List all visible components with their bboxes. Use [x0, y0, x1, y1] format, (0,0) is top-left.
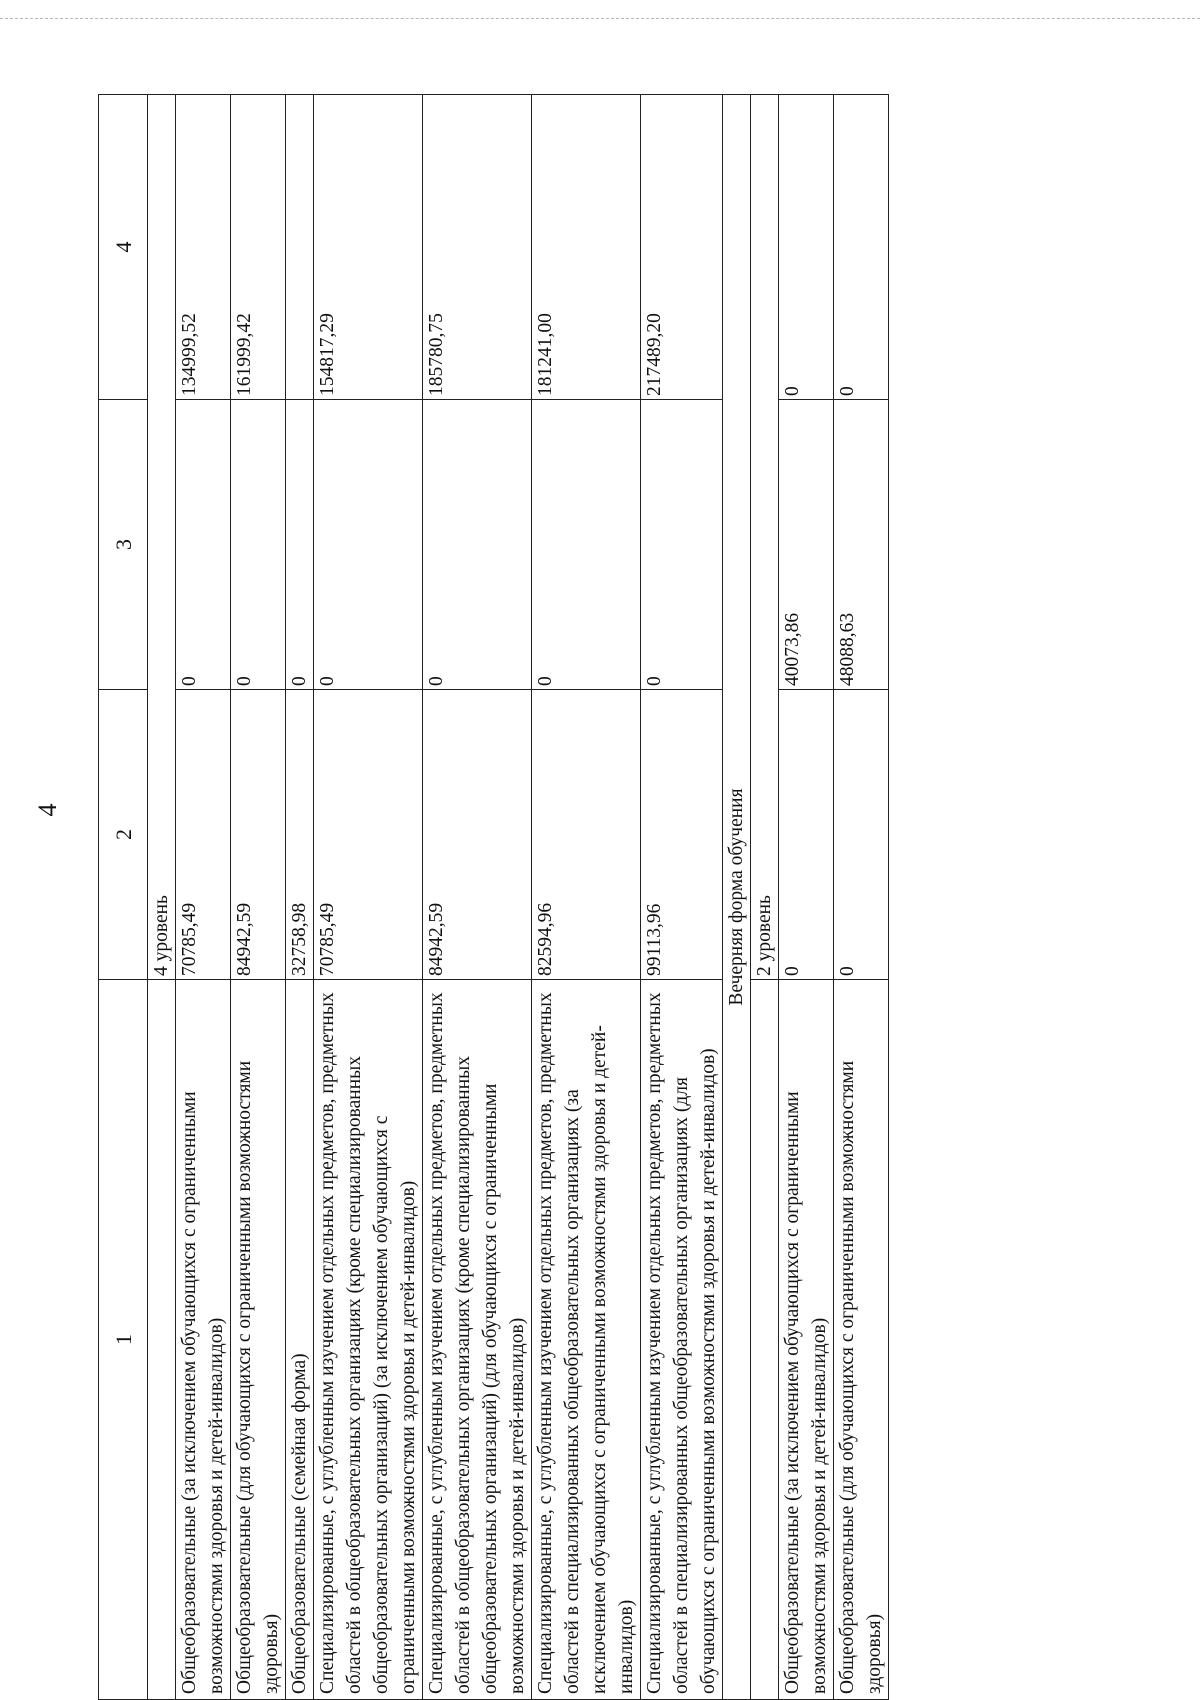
value-cell-col4: 185780,75 [423, 95, 532, 400]
level2-rows [779, 95, 889, 1700]
section-spacer [751, 980, 779, 1700]
row-name-cell: Специализированные, с углубленным изучением отдельных предметов, предметных областей в специализированных общеобразовательных организациях (за исключением обучающихся с ограниченными возможностями здоровья и детей-инвалидов) [532, 980, 641, 1700]
value-cell-col2: 0 [834, 690, 889, 980]
column-header: 4 [99, 95, 148, 400]
rotated-table-wrapper [98, 95, 953, 1700]
value-cell-col4 [286, 95, 314, 400]
row-name-cell: Общеобразовательные (за исключением обучающихся с ограниченными возможностями здоровья и детей-инвалидов) [779, 980, 834, 1700]
value-cell-col2: 0 [779, 690, 834, 980]
value-cell-col2: 84942,59 [423, 690, 532, 980]
level4-rows [176, 95, 723, 1700]
section-label-level2: 2 уровень [751, 95, 779, 980]
section-row [723, 95, 751, 1700]
value-cell-col3: 48088,63 [834, 400, 889, 690]
row-name-cell: Общеобразовательные (для обучающихся с ограниченными возможностями здоровья) [834, 980, 889, 1700]
value-cell-col2: 70785,49 [314, 690, 423, 980]
table-row [231, 95, 286, 1700]
scan-edge-line [0, 18, 1200, 19]
value-cell-col3: 0 [641, 400, 723, 690]
value-cell-col3: 40073,86 [779, 400, 834, 690]
row-name-cell: Специализированные, с углубленным изучением отдельных предметов, предметных областей в специализированных общеобразовательных организациях (для обучающихся с ограниченными возможностями здоровья и детей-инвалидов) [641, 980, 723, 1700]
value-cell-col3: 0 [532, 400, 641, 690]
row-name-cell: Общеобразовательные (за исключением обучающихся с ограниченными возможностями здоровья и детей-инвалидов) [176, 980, 231, 1700]
value-cell-col4: 134999,52 [176, 95, 231, 400]
value-cell-col2: 32758,98 [286, 690, 314, 980]
value-cell-col4: 0 [834, 95, 889, 400]
column-header-row [99, 95, 148, 1700]
cost-table [98, 94, 889, 1700]
section-spacer [148, 980, 176, 1700]
row-name-cell: Общеобразовательные (семейная форма) [286, 980, 314, 1700]
value-cell-col3: 0 [314, 400, 423, 690]
value-cell-col2: 99113,96 [641, 690, 723, 980]
value-cell-col3: 0 [176, 400, 231, 690]
value-cell-col3: 0 [423, 400, 532, 690]
value-cell-col3: 0 [286, 400, 314, 690]
value-cell-col4: 181241,00 [532, 95, 641, 400]
section-row [751, 95, 779, 1700]
column-header: 2 [99, 690, 148, 980]
column-header: 3 [99, 400, 148, 690]
table-row [423, 95, 532, 1700]
value-cell-col4: 154817,29 [314, 95, 423, 400]
value-cell-col4: 217489,20 [641, 95, 723, 400]
value-cell-col2: 70785,49 [176, 690, 231, 980]
column-header: 1 [99, 980, 148, 1700]
section-label-level4: 4 уровень [148, 95, 176, 980]
section-row [148, 95, 176, 1700]
table-row [532, 95, 641, 1700]
row-name-cell: Специализированные, с углубленным изучением отдельных предметов, предметных областей в общеобразовательных организациях (кроме специализированных общеобразовательных организаций) (для обучающихся с ограниченными возможностями здоровья и детей-инвалидов) [423, 980, 532, 1700]
row-name-cell: Общеобразовательные (для обучающихся с ограниченными возможностями здоровья) [231, 980, 286, 1700]
table-row [286, 95, 314, 1700]
table-row [834, 95, 889, 1700]
value-cell-col4: 0 [779, 95, 834, 400]
table-row [314, 95, 423, 1700]
value-cell-col4: 161999,42 [231, 95, 286, 400]
row-name-cell: Специализированные, с углубленным изучением отдельных предметов, предметных областей в общеобразовательных организациях (кроме специализированных общеобразовательных организаций) (за исключением обучающихся с ограниченными возможностями здоровья и детей-инвалидов) [314, 980, 423, 1700]
value-cell-col2: 82594,96 [532, 690, 641, 980]
table-row [641, 95, 723, 1700]
section-label-evening: Вечерняя форма обучения [723, 95, 751, 1700]
table-row [176, 95, 231, 1700]
table-row [779, 95, 834, 1700]
value-cell-col3: 0 [231, 400, 286, 690]
page-number: 4 [33, 803, 62, 817]
value-cell-col2: 84942,59 [231, 690, 286, 980]
